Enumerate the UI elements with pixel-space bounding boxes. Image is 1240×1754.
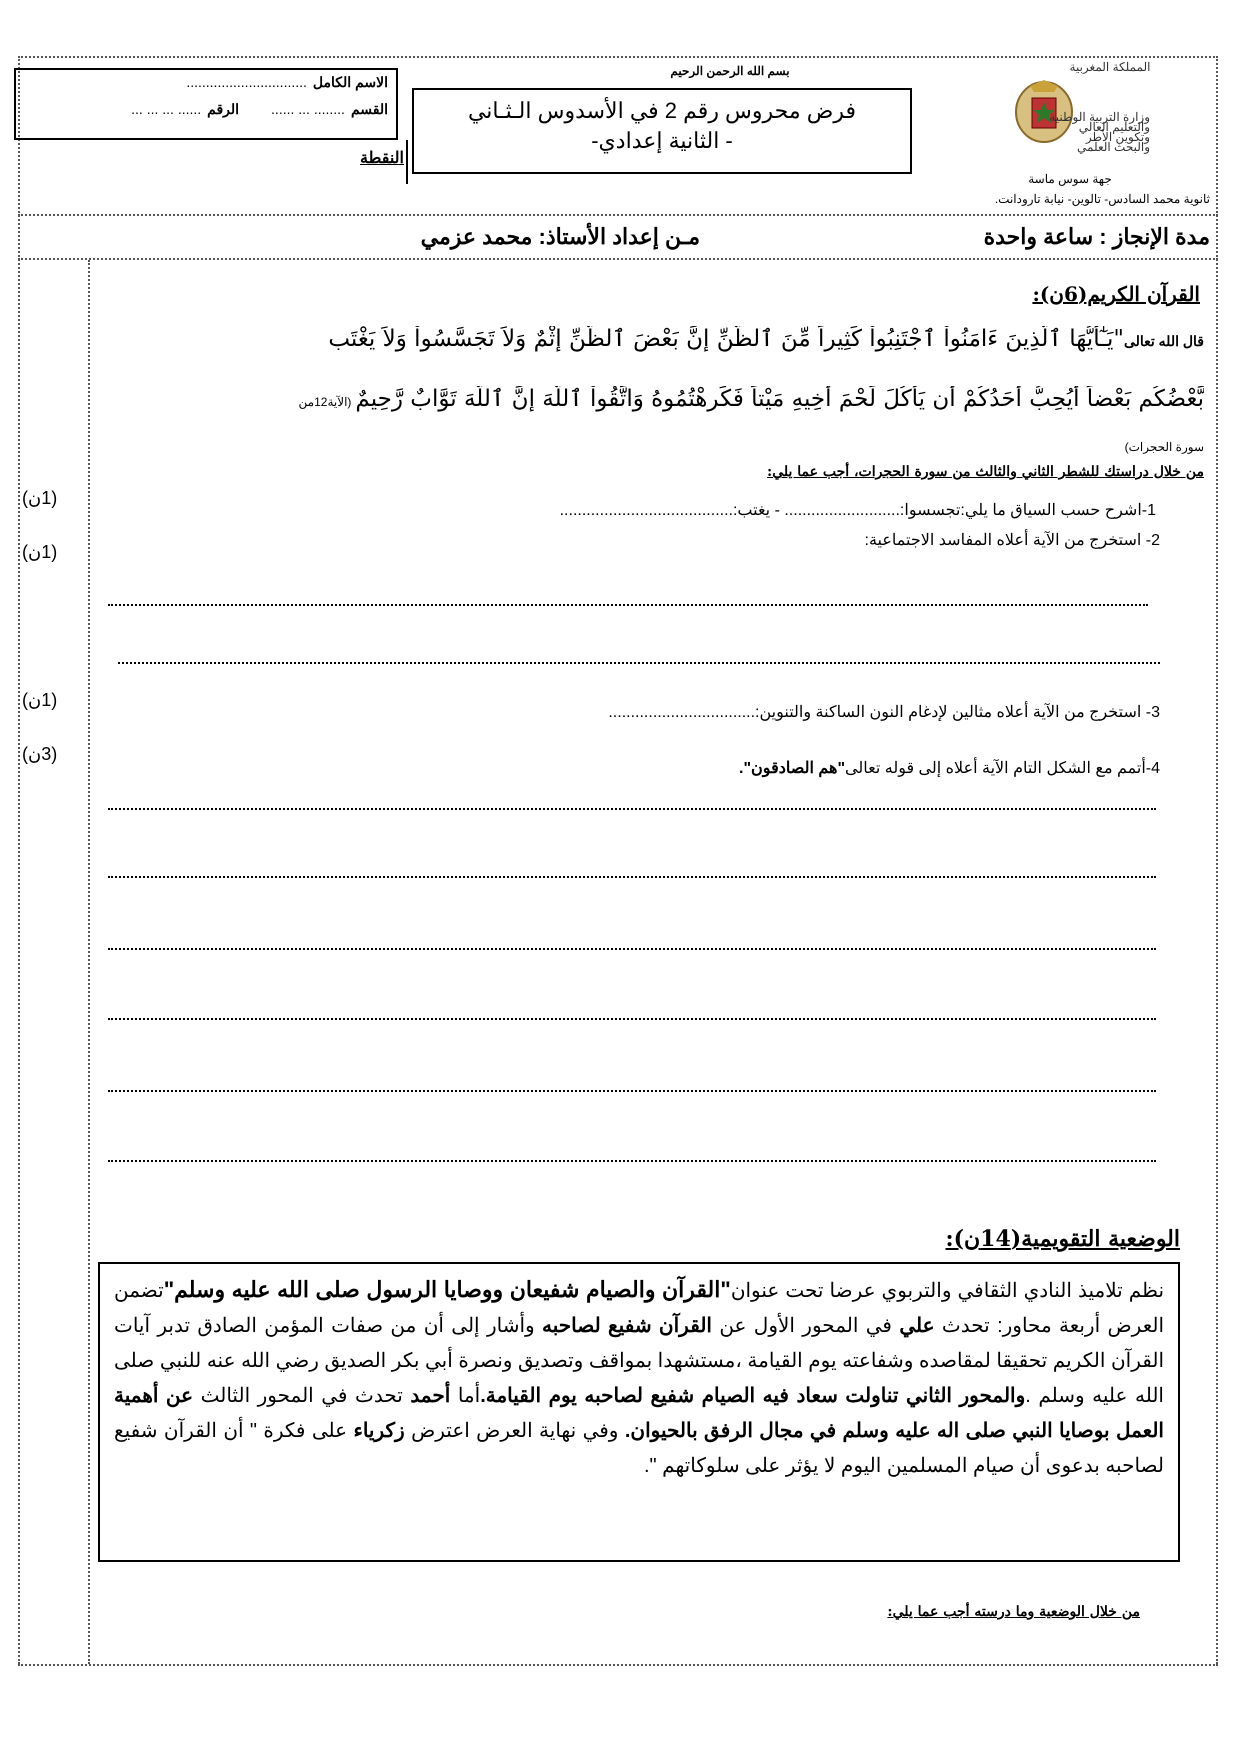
margin-line [88, 260, 90, 1664]
verse-line-1 [96, 326, 1204, 352]
frame-left [18, 56, 20, 1664]
points-q4: (3ن) [22, 744, 58, 764]
situation-text: وأشار إلى أن من صفات المؤمن الصادق تدبر آيات القرآن الكريم تحقيقا لمقاصده وشفاعته يوم القيامة ،مستشهدا بمواقف وتصديق ونصرة أبي بكر الصديق رضي الله عنه للنبي صلى الله عليه وسلم . [113, 1315, 1164, 1407]
ministry-line: وتكوين الأطر [1085, 130, 1150, 144]
student-info-box [14, 68, 398, 140]
ministry-block [940, 112, 1150, 152]
surah-ref: سورة الحجرات) [1124, 440, 1204, 454]
situation-text-bold: أحمد [410, 1385, 451, 1407]
class-label: القسم [350, 101, 388, 117]
verse-ref: (الآية12من [298, 395, 352, 409]
answer-line[interactable] [108, 808, 1156, 810]
situation-text-bold: القرآن شفيع لصاحبه [542, 1315, 712, 1337]
situation-text-bold: والمحور الثاني تناولت سعاد فيه الصيام شفيع لصاحبه يوم القيامة. [480, 1385, 1026, 1407]
region-label: جهة سوس ماسة [1028, 172, 1112, 186]
name-field[interactable]: ............................... [186, 74, 307, 90]
basmala: بسم الله الرحمن الرحيم [670, 64, 790, 78]
situation-text-bold: عن أهمية العمل بوصايا النبي صلى اله عليه وسلم في مجال الرفق بالحيوان. [114, 1385, 1164, 1442]
question-3: 3- استخرج من الآية أعلاه مثالين لإدغام النون الساكنة والتنوين:................................. [608, 704, 1160, 721]
situation-text-bold: "القرآن والصيام شفيعان ووصايا الرسول صلى الله عليه وسلم" [163, 1277, 731, 1302]
frame-top [18, 56, 1218, 58]
verse-text-2: بَّعْضُكُم بَعْضاً أَيُحِبُّ أَحَدُكُمْ أَن يَأْكُلَ لَحْمَ أَخِيهِ مَيْتاً فَكَرِهْتُمُوهُ وَاتَّقُواْ ٱللَّهَ إِنَّ ٱللَّهَ تَوَّابٌ رَّحِيمٌ [355, 386, 1204, 412]
number-field[interactable]: ...... ... ... ... [131, 101, 202, 117]
situation-text: تضمن العرض أربعة محاور: تحدث [114, 1280, 1165, 1337]
answer-line[interactable] [108, 948, 1156, 950]
frame-divider-2 [18, 258, 1218, 260]
answer-line[interactable] [108, 1018, 1156, 1020]
question-2: 2- استخرج من الآية أعلاه المفاسد الاجتماعية: [864, 532, 1160, 549]
kingdom-label: المملكة المغربية [1069, 60, 1151, 74]
exam-title-line2: - الثانية إعدادي- [591, 128, 733, 153]
answer-line[interactable] [108, 604, 1148, 606]
situation-text-box [98, 1262, 1180, 1562]
situation-text-bold: علي [899, 1315, 935, 1337]
school-label: ثانوية محمد السادس- تالوين- نيابة تارودانت. [994, 192, 1210, 206]
class-field[interactable]: ........ ... ...... [271, 101, 345, 117]
answer-line[interactable] [108, 876, 1156, 878]
situation-text-bold: زكرياء [353, 1420, 405, 1442]
ministry-line: والتعليم العالي [1078, 120, 1150, 134]
exam-title-line1: فرض محروس رقم 2 في الأسدوس الـثـاني [467, 98, 857, 123]
frame-divider-1 [18, 214, 1218, 216]
points-q3: (1ن) [22, 690, 58, 710]
exam-title-box [412, 88, 912, 174]
ministry-line: والبحث العلمي [1077, 140, 1150, 154]
frame-bottom [18, 1664, 1218, 1666]
situation-text: وفي نهاية العرض اعترض [411, 1420, 619, 1442]
question-4-text: 4-أتمم مع الشكل التام الآية أعلاه إلى قوله تعالى [845, 760, 1160, 777]
situation-title: الوضعية التقويمية(14ن): [945, 1226, 1180, 1252]
situation-instruction: من خلال الوضعية وما درسته أجب عما يلي: [887, 1604, 1140, 1620]
question-4-bold: "هم الصادقون". [739, 760, 846, 777]
ministry-line: وزارة التربية الوطنية [1049, 110, 1150, 124]
answer-line[interactable] [108, 1090, 1156, 1092]
quran-section-title: القرآن الكريم(6ن): [1032, 282, 1200, 306]
situation-text: نظم تلاميذ النادي الثقافي والتربوي عرضا تحت عنوان [730, 1280, 1165, 1302]
verse-line-2 [90, 386, 1204, 412]
points-q2: (1ن) [22, 542, 58, 562]
number-label: الرقم [207, 101, 240, 117]
frame-right [1216, 56, 1218, 1664]
situation-text: على فكرة " أن القرآن شفيع لصاحبه بدعوى أن صيام المسلمين اليوم لا يؤثر على سلوكاتهم ". [114, 1420, 1164, 1477]
question-1: 1-اشرح حسب السياق ما يلي:تجسسوا:.......................... - يغتب:....................................... [559, 502, 1156, 519]
quran-instruction: من خلال دراستك للشطر الثاني والثالث من سورة الحجرات، أجب عما يلي: [767, 464, 1204, 480]
question-4 [600, 758, 1160, 778]
situation-text: في المحور الأول عن [719, 1315, 892, 1337]
duration-label: مدة الإنجاز : ساعة واحدة [983, 224, 1210, 249]
situation-text: تحدث في المحور الثالث [200, 1385, 403, 1407]
answer-line[interactable] [118, 662, 1160, 664]
answer-line[interactable] [108, 1160, 1156, 1162]
points-q1: (1ن) [22, 488, 58, 508]
verse-intro: قال الله تعالى [1123, 333, 1204, 349]
grade-separator [406, 140, 408, 184]
name-label: الاسم الكامل [312, 74, 388, 90]
verse-text-1: "يَـٰٓأَيُّهَا ٱلَّذِينَ ءَامَنُواْ ٱجْتَنِبُواْ كَثِيراً مِّنَ ٱلظَّنِّ إِنَّ بَعْضَ ٱلظَّنِّ إِثْمٌ وَلاَ تَجَسَّسُواْ وَلاَ يَغْتَب [328, 326, 1124, 352]
situation-text: أما [457, 1385, 481, 1407]
prepared-by-label: مـن إعداد الأستاذ: محمد عزمي [420, 224, 700, 249]
grade-label: النقطة [360, 150, 404, 167]
